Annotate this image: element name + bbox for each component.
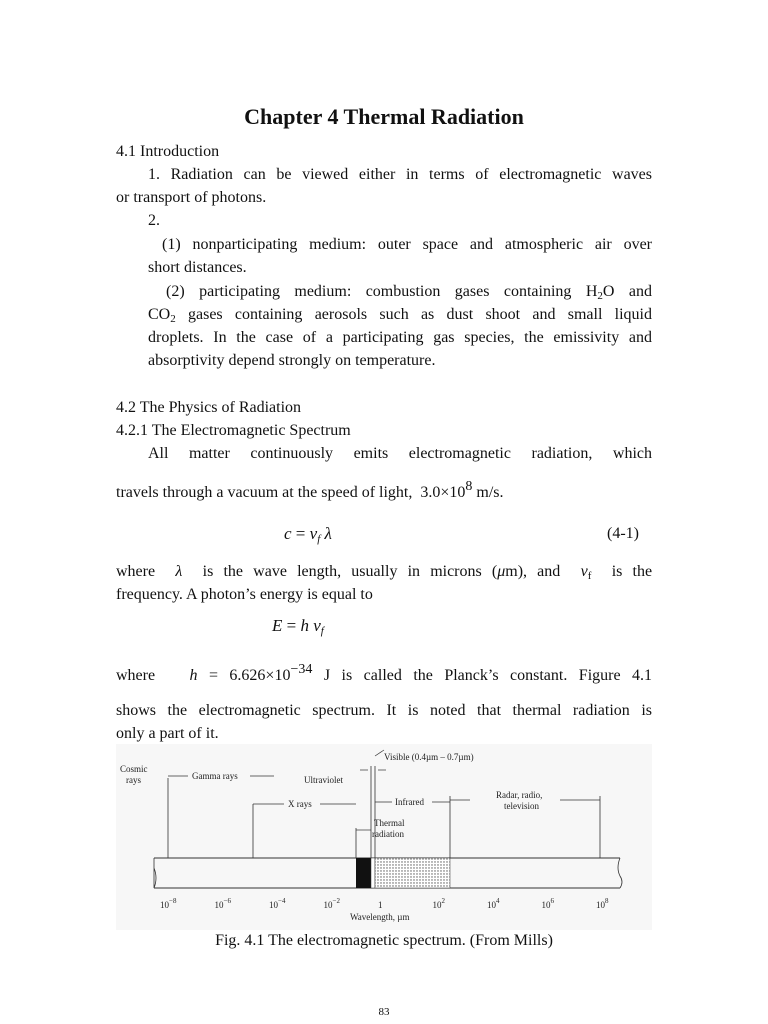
item-1-line-2: or transport of photons. xyxy=(116,189,267,206)
paragraph-3-line-2: shows the electromagnetic spectrum. It is noted that thermal radiation is xyxy=(116,702,652,719)
gamma-label: Gamma rays xyxy=(192,771,238,781)
visible-label: Visible (0.4µm – 0.7µm) xyxy=(384,752,474,762)
tick-label: $10^4$ xyxy=(487,897,500,910)
infrared-label: Infrared xyxy=(395,797,424,807)
item-2-number: 2. xyxy=(148,212,160,229)
cosmic-label-2: rays xyxy=(126,775,141,785)
sub-item-1-line-2: short distances. xyxy=(148,259,247,276)
paragraph-3-line-3: only a part of it. xyxy=(116,725,219,742)
paragraph-2-line-2: frequency. A photon’s energy is equal to xyxy=(116,586,373,603)
equation-4-1: $c = \nu_f$ λ xyxy=(284,524,332,545)
wavelength-axis-label: Wavelength, µm xyxy=(350,912,410,922)
equation-number-4-1: (4-1) xyxy=(607,525,639,542)
section-heading-4-2: 4.2 The Physics of Radiation xyxy=(116,399,302,416)
sub-item-2-line-4: absorptivity depend strongly on temperature. xyxy=(148,352,436,369)
chapter-title: Chapter 4 Thermal Radiation xyxy=(244,104,524,129)
section-heading-4-1: 4.1 Introduction xyxy=(116,143,220,160)
radar-label-2: television xyxy=(504,801,539,811)
paragraph-2-line-1: where λ is the wave length, usually in microns (μm), and $\nu_f$ is the xyxy=(116,563,653,582)
figure-caption: Fig. 4.1 The electromagnetic spectrum. (From Mills) xyxy=(215,932,553,949)
sub-item-1-line-1: (1) nonparticipating medium: outer space and atmospheric air over xyxy=(162,236,652,253)
equation-photon-energy: E = h $\nu_f$ xyxy=(272,616,324,637)
paragraph-1-line-1: All matter continuously emits electromagnetic radiation, which xyxy=(148,445,652,462)
tick-label: $10^{-6}$ xyxy=(214,897,231,910)
sub-item-2-line-2: $CO_2$ gases containing aerosols such as dust shoot and small liquid xyxy=(148,306,652,325)
tick-label: $10^6$ xyxy=(541,897,554,910)
page-number: 83 xyxy=(378,1006,390,1018)
paragraph-3-line-1: where $h = 6.626\times 10^{-34}$ J is called the Planck’s constant. Figure 4.1 xyxy=(116,662,653,684)
sub-item-2-line-1: (2) participating medium: combustion gases containing $H_2O$ and xyxy=(166,283,653,302)
electromagnetic-spectrum-figure xyxy=(116,744,652,930)
paragraph-1-line-2: travels through a vacuum at the speed of light, $3.0\times 10^8$ m/s. xyxy=(116,479,504,501)
radar-label: Radar, radio, xyxy=(496,790,543,800)
item-1-line-1: 1. Radiation can be viewed either in terms of electromagnetic waves xyxy=(148,166,652,183)
thermal-label: Thermal xyxy=(374,818,405,828)
tick-label: $10^{-2}$ xyxy=(323,897,340,910)
tick-label: $10^2$ xyxy=(432,897,445,910)
sub-item-2-line-3: droplets. In the case of a participating gas species, the emissivity and xyxy=(148,329,652,346)
xrays-label: X rays xyxy=(288,799,312,809)
ultraviolet-label: Ultraviolet xyxy=(304,775,343,785)
tick-label: $10^8$ xyxy=(596,897,609,910)
visible-band xyxy=(371,858,375,888)
cosmic-label: Cosmic xyxy=(120,764,148,774)
thermal-label-2: radiation xyxy=(372,829,404,839)
section-heading-4-2-1: 4.2.1 The Electromagnetic Spectrum xyxy=(116,422,351,439)
tick-label: $10^{-4}$ xyxy=(269,897,286,910)
tick-label: 1 xyxy=(378,900,383,910)
tick-label: $10^{-8}$ xyxy=(160,897,177,910)
ultraviolet-band xyxy=(356,858,371,888)
infrared-band xyxy=(375,858,450,888)
